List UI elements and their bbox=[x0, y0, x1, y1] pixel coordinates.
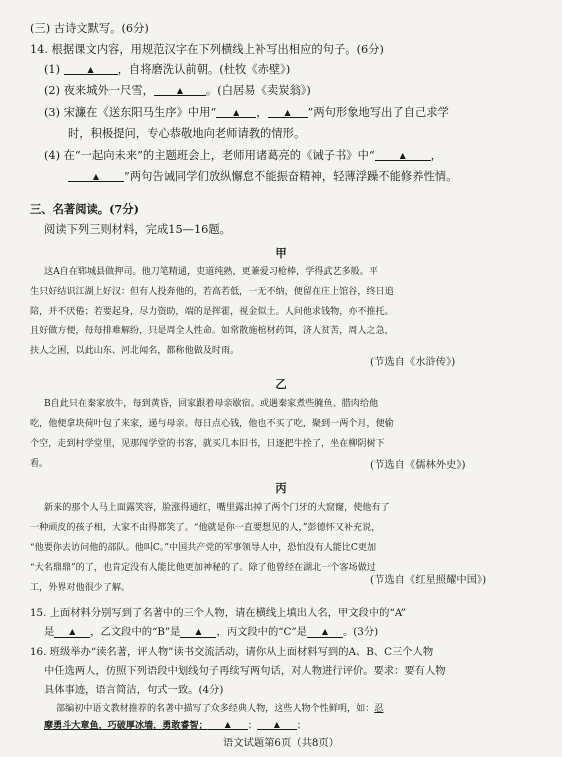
answer-blank[interactable]: ▲ bbox=[216, 106, 256, 119]
question-14-item-1: (1) ▲ ，自将磨洗认前朝。(杜牧《赤壁》) bbox=[44, 63, 291, 76]
passage-jia-line: 且好做方便，每每排难解纷，只是周全人性命。如常散施棺材药饵，济人贫苦，周人之急， bbox=[30, 326, 394, 336]
passage-yi-line: B自此只在秦家放牛，每到黄昏，回家跟着母亲歇宿。或遇秦家煮些腌鱼、腊肉给他 bbox=[44, 399, 379, 409]
answer-blank[interactable]: ▲ bbox=[208, 721, 248, 731]
answer-blank[interactable]: ▲ bbox=[307, 627, 343, 639]
passage-bing-line: 工，外界对他很少了解。 bbox=[30, 583, 131, 593]
passage-yi-line: 吃，他便拿块荷叶包了来家，递与母亲。每日点心钱，他也不买了吃，聚到一两个月，便偷 bbox=[30, 419, 394, 429]
answer-blank[interactable]: ▲ bbox=[64, 63, 118, 76]
page-footer: 语文试题第6页（共8页） bbox=[222, 737, 340, 749]
passage-bing-line: “大名鼎鼎”的了，也肯定没有人能比他更加神秘的了。除了他曾经在湖北一个客场做过 bbox=[30, 563, 376, 573]
answer-blank[interactable]: ▲ bbox=[68, 170, 124, 183]
passage-bing-source: (节选自《红星照耀中国》) bbox=[370, 574, 487, 586]
section-mingzhu-heading: 三、名著阅读。(7分) bbox=[30, 202, 139, 216]
passage-yi-title: 乙 bbox=[275, 377, 287, 391]
passage-bing-line: 一种顽皮的孩子相，大家不由得都笑了。“他就是你一直要想见的人，”彭德怀又补充说， bbox=[30, 523, 381, 533]
passage-jia-line: 生只好结识江湖上好汉：但有人投奔他的，若高若低，一无不纳，便留在庄上馆谷，终日追 bbox=[30, 287, 394, 297]
section-3-heading: (三) 古诗文默写。(6分) bbox=[30, 22, 149, 35]
question-14-stem: 14. 根据课文内容，用规范汉字在下列横线上补写出相应的句子。(6分) bbox=[30, 43, 384, 56]
answer-blank[interactable]: ▲ bbox=[257, 721, 297, 731]
answer-blank[interactable]: ▲ bbox=[154, 84, 206, 97]
question-14-item-3: (3) 宋濂在《送东阳马生序》中用“ ▲ ， ▲ ”两句形象地写出了自己求学 bbox=[44, 106, 449, 119]
question-16-line-3: 具体事迹，语言简洁，句式一致。(4分) bbox=[44, 684, 224, 696]
passage-jia-title: 甲 bbox=[275, 246, 287, 260]
question-15-line-1: 15. 上面材料分别写到了名著中的三个人物，请在横线上填出人名，甲文段中的“A” bbox=[30, 607, 406, 619]
section-mingzhu-intro: 阅读下列三则材料，完成15—16题。 bbox=[44, 223, 231, 236]
passage-yi-line: 个空，走到村学堂里，见那闯学堂的书客，就买几本旧书，日逐把牛拴了，坐在柳阴树下 bbox=[30, 439, 385, 449]
answer-blank[interactable]: ▲ bbox=[54, 627, 90, 639]
passage-yi-source: (节选自《儒林外史》) bbox=[370, 459, 466, 471]
answer-blank[interactable]: ▲ bbox=[180, 627, 216, 639]
question-14-item-4: (4) 在“一起向未来”的主题班会上，老师用诸葛亮的《诫子书》中“ ▲ ， bbox=[44, 149, 442, 162]
passage-bing-line: 新来的那个人马上面露笑容，脸涨得通红，嘴里露出掉了两个门牙的大窟窿，使他有了 bbox=[44, 503, 390, 513]
passage-yi-line: 看。 bbox=[30, 459, 49, 469]
answer-blank[interactable]: ▲ bbox=[375, 149, 431, 162]
answer-blank[interactable]: ▲ bbox=[268, 106, 308, 119]
passage-jia-line: 这A自在郓城县做押司。他刀笔精通，吏道纯熟，更兼爱习枪棒，学得武艺多般。平 bbox=[44, 267, 378, 277]
question-16-line-4: 部编初中语文教材推荐的名著中描写了众多经典人物，这些人物个性鲜明，如：忍 bbox=[56, 704, 384, 714]
passage-jia-line: 扶人之困，以此山东、河北闻名，都称他做及时雨。 bbox=[30, 346, 240, 356]
passage-bing-line: “他要你去访问他的部队。他叫C。”中国共产党的军事领导人中，恐怕没有人能比C更加 bbox=[30, 543, 377, 553]
question-15-line-2: 是 ▲ ，乙文段中的“B”是 ▲ ，丙文段中的“C”是 ▲ 。(3分) bbox=[44, 626, 379, 638]
question-16-line-1: 16. 班级举办“读名著，评人物”读书交流活动，请你从上面材料写到的A、B、C三个人物 bbox=[30, 646, 434, 658]
question-16-line-5: 摩勇斗大章鱼，巧破厚冰墙，勇敢睿智； ▲ ； ▲ ； bbox=[44, 720, 306, 731]
passage-jia-source: (节选自《水浒传》) bbox=[370, 356, 456, 368]
question-14-item-3-cont: 时，积极提问，专心恭敬地向老师请教的情形。 bbox=[68, 127, 306, 140]
question-16-line-2: 中任选两人，仿照下列语段中划线句子再续写两句话，对人物进行评价。要求：要有人物 bbox=[44, 665, 446, 677]
passage-jia-line: 陪，并不厌倦；若要起身，尽力资助，端的是挥霍，视金似土。人问他求钱物，亦不推托。 bbox=[30, 307, 394, 317]
passage-bing-title: 丙 bbox=[275, 481, 287, 495]
question-14-item-4-cont: ▲ ”两句告诫同学们放纵懈怠不能振奋精神，轻薄浮躁不能修养性情。 bbox=[68, 170, 457, 183]
question-14-item-2: (2) 夜来城外一尺雪， ▲ 。(白居易《卖炭翁》) bbox=[44, 84, 311, 97]
